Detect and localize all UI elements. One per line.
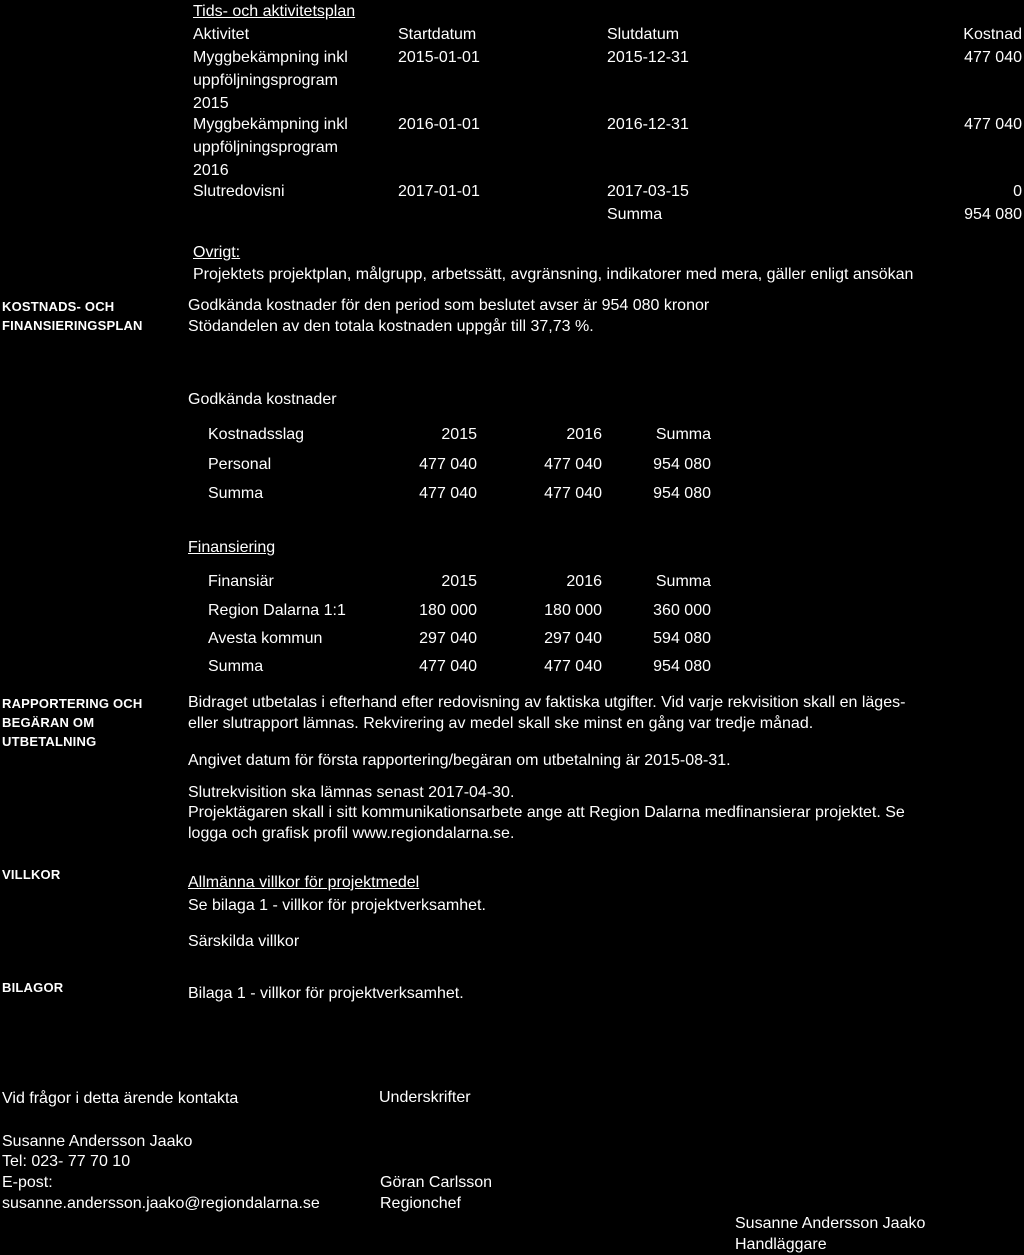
rapportering-text: eller slutrapport lämnas. Rekvirering av medel skall ske minst en gång var tredje månad. [188, 715, 814, 732]
signatures-heading: Underskrifter [379, 1089, 471, 1106]
financing-col-header: 2016 [566, 573, 602, 590]
ovrigt-text: Projektets projektplan, målgrupp, arbetssätt, avgränsning, indikatorer med mera, gäller enligt ansökan [193, 266, 914, 283]
contact-name: Susanne Andersson Jaako [2, 1133, 193, 1150]
kostnad-line: Godkända kostnader för den period som beslutet avser är 954 080 kronor [188, 297, 710, 314]
col-header-cost: Kostnad [963, 26, 1022, 43]
villkor-text: Se bilaga 1 - villkor för projektverksamhet. [188, 897, 486, 914]
table-row-end: 2017-03-15 [607, 183, 689, 200]
rapportering-text: logga och grafisk profil www.regiondalarna.se. [188, 825, 515, 842]
section-label-kostnad: FINANSIERINGSPLAN [2, 318, 143, 333]
table-cell: 180 000 [419, 602, 477, 619]
timeline-heading: Tids- och aktivitetsplan [193, 3, 356, 20]
table-row-cost: 477 040 [964, 116, 1022, 133]
rapportering-text: Slutrekvisition ska lämnas senast 2017-04-30. [188, 784, 515, 801]
section-label-rapportering: RAPPORTERING OCH [2, 696, 143, 711]
bilagor-text: Bilaga 1 - villkor för projektverksamhet. [188, 985, 464, 1002]
section-label-rapportering: UTBETALNING [2, 734, 97, 749]
table-row-start: 2016-01-01 [398, 116, 480, 133]
table-row-activity: Myggbekämpning inkl [193, 116, 348, 133]
table-cell: 477 040 [419, 658, 477, 675]
rapportering-text: Bidraget utbetalas i efterhand efter redovisning av faktiska utgifter. Vid varje rekvisition skall en läges- [188, 694, 906, 711]
table-row: Personal [208, 456, 272, 473]
contact-email-label: E-post: [2, 1174, 53, 1191]
signer-title: Regionchef [380, 1195, 461, 1212]
table-cell: 954 080 [653, 456, 711, 473]
table-cell: 297 040 [544, 630, 602, 647]
financing-col-header: 2015 [441, 573, 477, 590]
table-row-activity: Myggbekämpning inkl [193, 49, 348, 66]
table-cell: 477 040 [419, 456, 477, 473]
table-row-activity: uppföljningsprogram [193, 72, 338, 89]
timeline-sum-label: Summa [607, 206, 663, 223]
table-cell: 360 000 [653, 602, 711, 619]
table-cell: 477 040 [544, 658, 602, 675]
section-label-rapportering: BEGÄRAN OM [2, 715, 95, 730]
col-header-end: Slutdatum [607, 26, 680, 43]
table-row: Summa [208, 485, 264, 502]
table-row-end: 2016-12-31 [607, 116, 689, 133]
col-header-start: Startdatum [398, 26, 477, 43]
contact-email: susanne.andersson.jaako@regiondalarna.se [2, 1195, 320, 1212]
table-row-activity: 2016 [193, 162, 229, 179]
approved-col-header: Kostnadsslag [208, 426, 305, 443]
table-row: Avesta kommun [208, 630, 323, 647]
table-row: Summa [208, 658, 264, 675]
signer-name: Göran Carlsson [380, 1174, 493, 1191]
table-row-activity: Slutredovisni [193, 183, 285, 200]
table-cell: 954 080 [653, 485, 711, 502]
approved-costs-heading: Godkända kostnader [188, 391, 337, 408]
villkor-heading: Allmänna villkor för projektmedel [188, 874, 420, 891]
table-row-start: 2017-01-01 [398, 183, 480, 200]
section-label-bilagor: BILAGOR [2, 980, 64, 995]
kostnad-line: Stödandelen av den totala kostnaden uppgår till 37,73 %. [188, 318, 594, 335]
section-label-kostnad: KOSTNADS- OCH [2, 299, 115, 314]
approved-col-header: Summa [655, 426, 711, 443]
table-cell: 477 040 [544, 485, 602, 502]
table-cell: 180 000 [544, 602, 602, 619]
table-cell: 477 040 [419, 485, 477, 502]
table-cell: 594 080 [653, 630, 711, 647]
table-row: Region Dalarna 1:1 [208, 602, 346, 619]
table-row-cost: 477 040 [964, 49, 1022, 66]
contact-phone: Tel: 023- 77 70 10 [2, 1153, 131, 1170]
table-cell: 477 040 [544, 456, 602, 473]
approved-col-header: 2016 [566, 426, 602, 443]
financing-col-header: Finansiär [208, 573, 274, 590]
signer-title: Handläggare [735, 1236, 827, 1253]
villkor-special: Särskilda villkor [188, 933, 300, 950]
rapportering-date: Angivet datum för första rapportering/begäran om utbetalning är 2015-08-31. [188, 752, 731, 769]
timeline-sum-value: 954 080 [964, 206, 1022, 223]
contact-heading: Vid frågor i detta ärende kontakta [2, 1090, 239, 1107]
table-cell: 297 040 [419, 630, 477, 647]
approved-col-header: 2015 [441, 426, 477, 443]
table-row-start: 2015-01-01 [398, 49, 480, 66]
table-row-activity: uppföljningsprogram [193, 139, 338, 156]
section-label-villkor: VILLKOR [2, 867, 61, 882]
rapportering-text: Projektägaren skall i sitt kommunikationsarbete ange att Region Dalarna medfinansierar projektet. Se [188, 804, 905, 821]
ovrigt-heading: Ovrigt: [193, 244, 241, 261]
table-row-cost: 0 [1013, 183, 1022, 200]
signer-name: Susanne Andersson Jaako [735, 1215, 926, 1232]
financing-heading: Finansiering [188, 539, 276, 556]
table-row-activity: 2015 [193, 95, 229, 112]
financing-col-header: Summa [655, 573, 711, 590]
col-header-activity: Aktivitet [193, 26, 250, 43]
table-row-end: 2015-12-31 [607, 49, 689, 66]
table-cell: 954 080 [653, 658, 711, 675]
